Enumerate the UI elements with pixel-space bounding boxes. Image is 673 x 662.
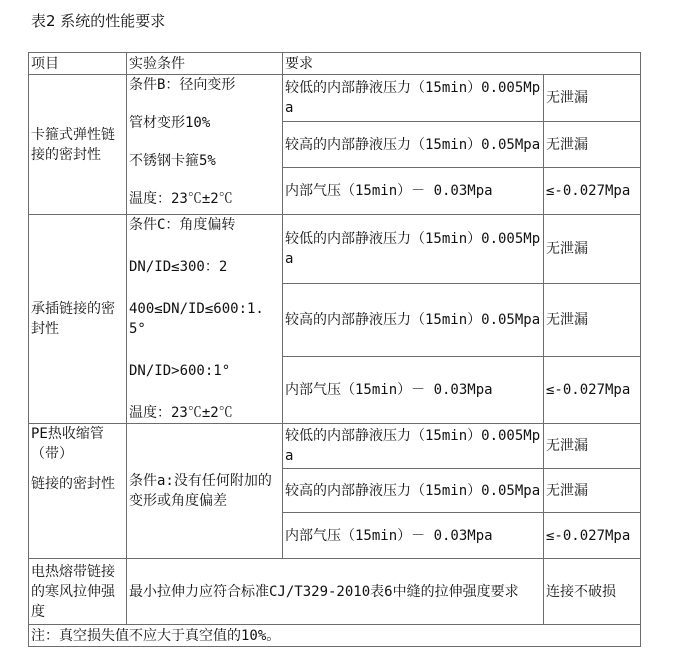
condition-line: 管材变形10% <box>129 115 211 131</box>
table-row <box>29 625 641 647</box>
condition-line: 不锈钢卡箍5% <box>129 153 216 169</box>
table-row <box>29 75 641 122</box>
item-card-clamp: 卡箍式弹性链接的密封性 <box>29 75 127 215</box>
table-row <box>29 559 641 625</box>
performance-table <box>28 52 641 647</box>
requirement-low-pressure: 较低的内部静液压力（15min）0.005Mpa <box>283 215 544 284</box>
requirement-air-pressure: 内部气压（15min）－ 0.03Mpa <box>283 168 544 215</box>
requirement-high-pressure: 较高的内部静液压力（15min）0.05Mpa <box>283 469 544 513</box>
condition-line: DN/ID>600:1° <box>129 363 231 379</box>
condition-pe-shrink: 条件a:没有任何附加的变形或角度偏差 <box>127 424 283 559</box>
requirement-air-pressure: 内部气压（15min）－ 0.03Mpa <box>283 513 544 559</box>
result-no-break: 连接不破损 <box>544 559 641 625</box>
condition-socket <box>127 215 283 424</box>
table-note: 注：真空损失值不应大于真空值的10%。 <box>29 625 641 647</box>
result-vacuum: ≤-0.027Mpa <box>544 168 641 215</box>
result-vacuum: ≤-0.027Mpa <box>544 513 641 559</box>
condition-line: 条件B：径向变形 <box>129 77 236 93</box>
item-socket: 承插链接的密封性 <box>29 215 127 424</box>
item-line: 链接的密封性 <box>31 476 115 492</box>
requirement-high-pressure: 较高的内部静液压力（15min）0.05Mpa <box>283 122 544 168</box>
requirement-low-pressure: 较低的内部静液压力（15min）0.005Mpa <box>283 424 544 469</box>
requirement-low-pressure: 较低的内部静液压力（15min）0.005Mpa <box>283 75 544 122</box>
result-no-leak: 无泄漏 <box>544 424 641 469</box>
condition-line: 温度：23℃±2℃ <box>129 405 233 421</box>
requirement-tensile: 最小拉伸力应符合标准CJ/T329-2010表6中缝的拉伸强度要求 <box>127 559 544 625</box>
table-row <box>29 215 641 284</box>
condition-line: 400≤DN/ID≤600:1.5° <box>129 301 264 337</box>
condition-line: 条件C：角度偏转 <box>129 217 236 233</box>
condition-line: DN/ID≤300：2 <box>129 259 228 275</box>
result-vacuum: ≤-0.027Mpa <box>544 357 641 424</box>
table-row <box>29 424 641 469</box>
result-no-leak: 无泄漏 <box>544 283 641 356</box>
result-no-leak: 无泄漏 <box>544 469 641 513</box>
item-pe-shrink <box>29 424 127 559</box>
requirement-air-pressure: 内部气压（15min）－ 0.03Mpa <box>283 357 544 424</box>
requirement-high-pressure: 较高的内部静液压力（15min）0.05Mpa <box>283 283 544 356</box>
result-no-leak: 无泄漏 <box>544 215 641 284</box>
result-no-leak: 无泄漏 <box>544 122 641 168</box>
item-electrofusion: 电热熔带链接的寒风拉伸强度 <box>29 559 127 625</box>
item-line: PE热收缩管（带） <box>31 426 104 462</box>
header-item: 项目 <box>29 53 127 75</box>
table-header-row <box>29 53 641 75</box>
result-no-leak: 无泄漏 <box>544 75 641 122</box>
header-condition: 实验条件 <box>127 53 283 75</box>
condition-line: 温度：23℃±2℃ <box>129 191 233 207</box>
header-requirement: 要求 <box>283 53 641 75</box>
table-caption: 表2 系统的性能要求 <box>31 12 166 30</box>
condition-card-clamp <box>127 75 283 215</box>
